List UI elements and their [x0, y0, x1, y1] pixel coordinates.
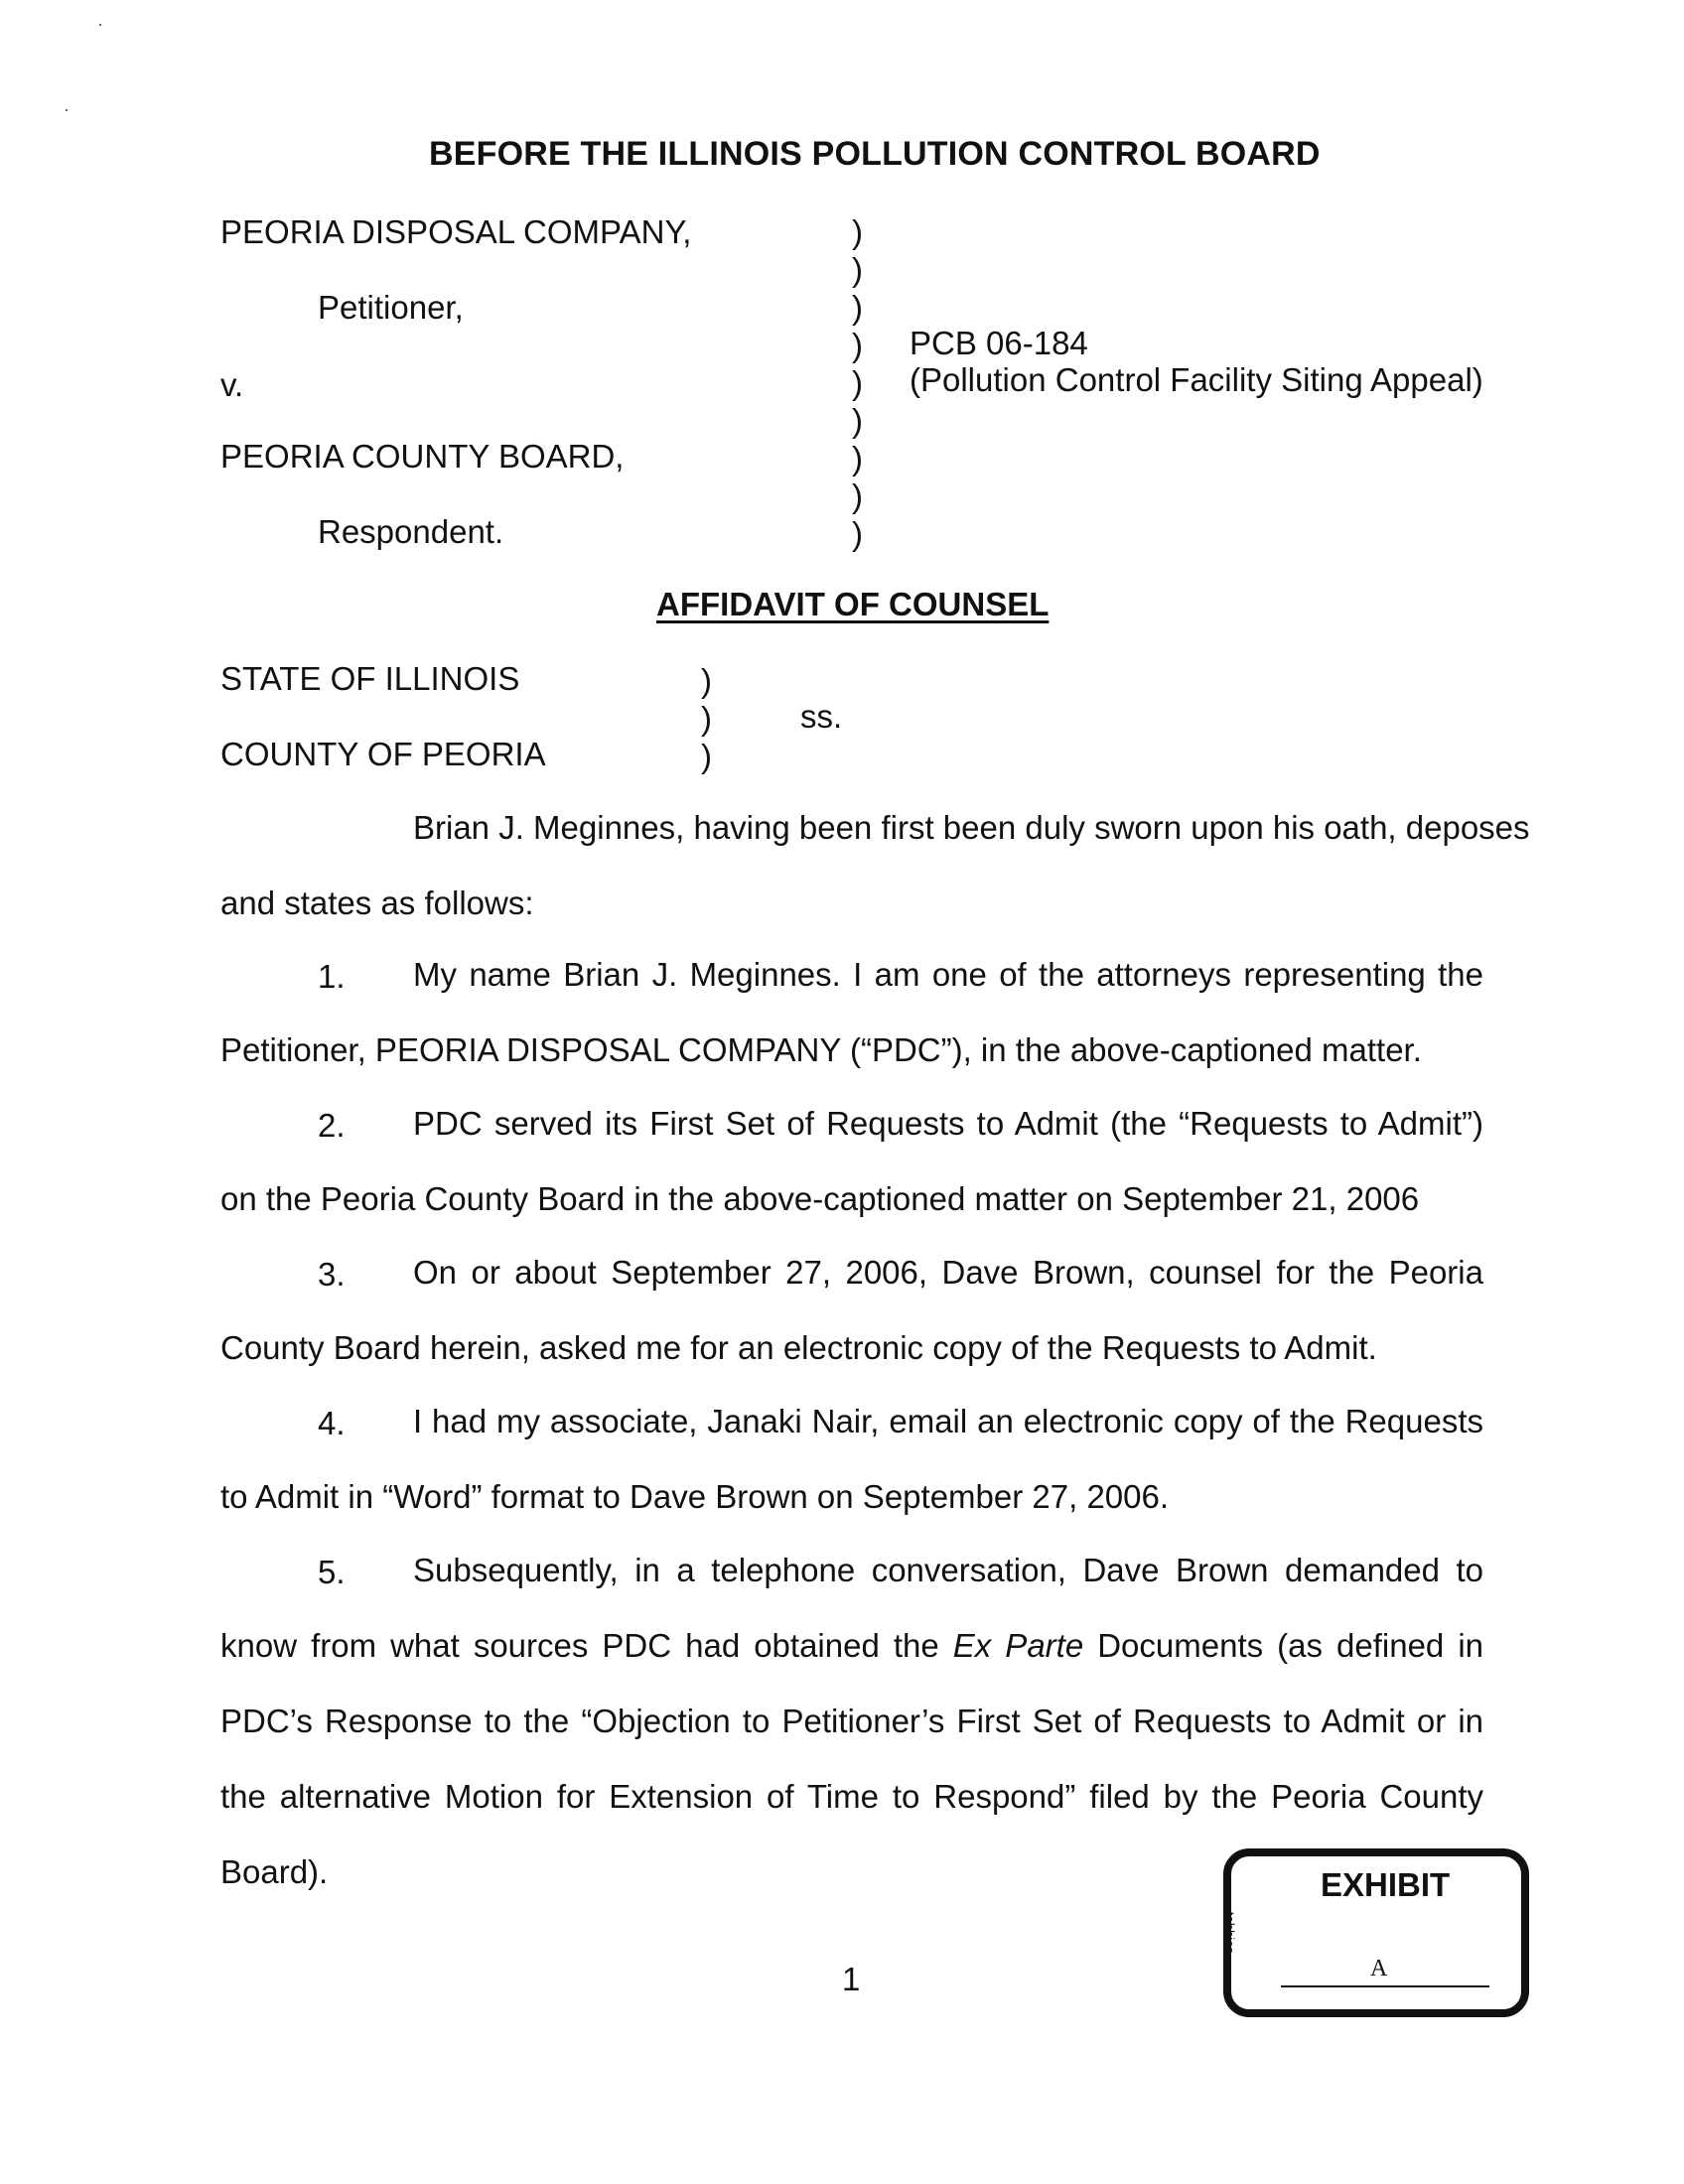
petitioner-name: PEORIA DISPOSAL COMPANY,: [220, 213, 692, 250]
para-5-number: 5.: [318, 1554, 346, 1590]
caption-paren: ): [852, 402, 863, 439]
scan-speck: [66, 109, 68, 111]
exhibit-title: EXHIBIT: [1321, 1866, 1451, 1903]
para-5-ex-parte: Ex Parte: [952, 1627, 1084, 1664]
respondent-name: PEORIA COUNTY BOARD,: [220, 438, 625, 475]
scan-speck: [99, 24, 101, 26]
para-1-line-1: My name Brian J. Meginnes. I am one of the attorneys representing the: [413, 956, 1483, 993]
para-5-line-3: PDC’s Response to the “Objection to Petitioner’s First Set of Requests to Admit or in: [220, 1703, 1483, 1739]
case-type: (Pollution Control Facility Siting Appeal): [910, 361, 1483, 398]
caption-paren: ): [852, 327, 863, 363]
para-5-line-1: Subsequently, in a telephone conversation, Dave Brown demanded to: [413, 1552, 1483, 1588]
caption-paren: ): [852, 213, 863, 250]
venue-county: COUNTY OF PEORIA: [220, 736, 546, 772]
caption-paren: ): [852, 440, 863, 477]
exhibit-underline: [1281, 1985, 1489, 1987]
exhibit-sticker: [1223, 1848, 1529, 2017]
para-3-line-2: County Board herein, asked me for an electronic copy of the Requests to Admit.: [220, 1329, 1377, 1366]
caption-paren: ): [852, 251, 863, 288]
exhibit-brand-mark: tabbies: [1222, 1912, 1237, 1954]
affidavit-heading: AFFIDAVIT OF COUNSEL: [656, 586, 1050, 622]
respondent-role: Respondent.: [318, 513, 504, 550]
para-4-line-2: to Admit in “Word” format to Dave Brown on September 27, 2006.: [220, 1478, 1170, 1515]
venue-state: STATE OF ILLINOIS: [220, 660, 520, 697]
para-2-line-2: on the Peoria County Board in the above-captioned matter on September 21, 2006: [220, 1180, 1420, 1217]
para-1-line-2: Petitioner, PEORIA DISPOSAL COMPANY (“PDC”), in the above-captioned matter.: [220, 1031, 1422, 1068]
caption-paren: ): [852, 515, 863, 552]
para-5-line-2-b: Documents (as defined in: [1097, 1627, 1483, 1664]
para-3-number: 3.: [318, 1256, 346, 1293]
document-title: BEFORE THE ILLINOIS POLLUTION CONTROL BOARD: [429, 135, 1321, 173]
para-5-line-5: Board).: [220, 1853, 329, 1890]
venue-ss: ss.: [800, 698, 843, 735]
para-4-number: 4.: [318, 1405, 346, 1441]
para-1-number: 1.: [318, 958, 346, 995]
para-2-line-1: PDC served its First Set of Requests to Admit (the “Requests to Admit”): [413, 1105, 1483, 1142]
case-number: PCB 06-184: [910, 325, 1088, 361]
para-2-number: 2.: [318, 1107, 346, 1144]
caption-paren: ): [852, 478, 863, 514]
venue-paren: ): [701, 662, 712, 699]
para-3-line-1: On or about September 27, 2006, Dave Brown, counsel for the Peoria: [413, 1254, 1483, 1291]
para-4-line-1: I had my associate, Janaki Nair, email an electronic copy of the Requests: [413, 1403, 1483, 1439]
page-number: 1: [842, 1961, 861, 1997]
venue-paren: ): [701, 700, 712, 737]
petitioner-role: Petitioner,: [318, 289, 464, 326]
para-5-line-2: [220, 1626, 1483, 1666]
para-5-line-2-a: know from what sources PDC had obtained the: [220, 1627, 939, 1664]
versus-label: v.: [220, 366, 244, 403]
intro-line-2: and states as follows:: [220, 885, 534, 921]
para-5-line-4: the alternative Motion for Extension of Time to Respond” filed by the Peoria County: [220, 1778, 1483, 1815]
venue-paren: ): [701, 738, 712, 774]
exhibit-letter: A: [1370, 1956, 1388, 1981]
caption-paren: ): [852, 289, 863, 326]
caption-paren: ): [852, 364, 863, 401]
intro-line-1: Brian J. Meginnes, having been first been duly sworn upon his oath, deposes: [413, 809, 1530, 846]
